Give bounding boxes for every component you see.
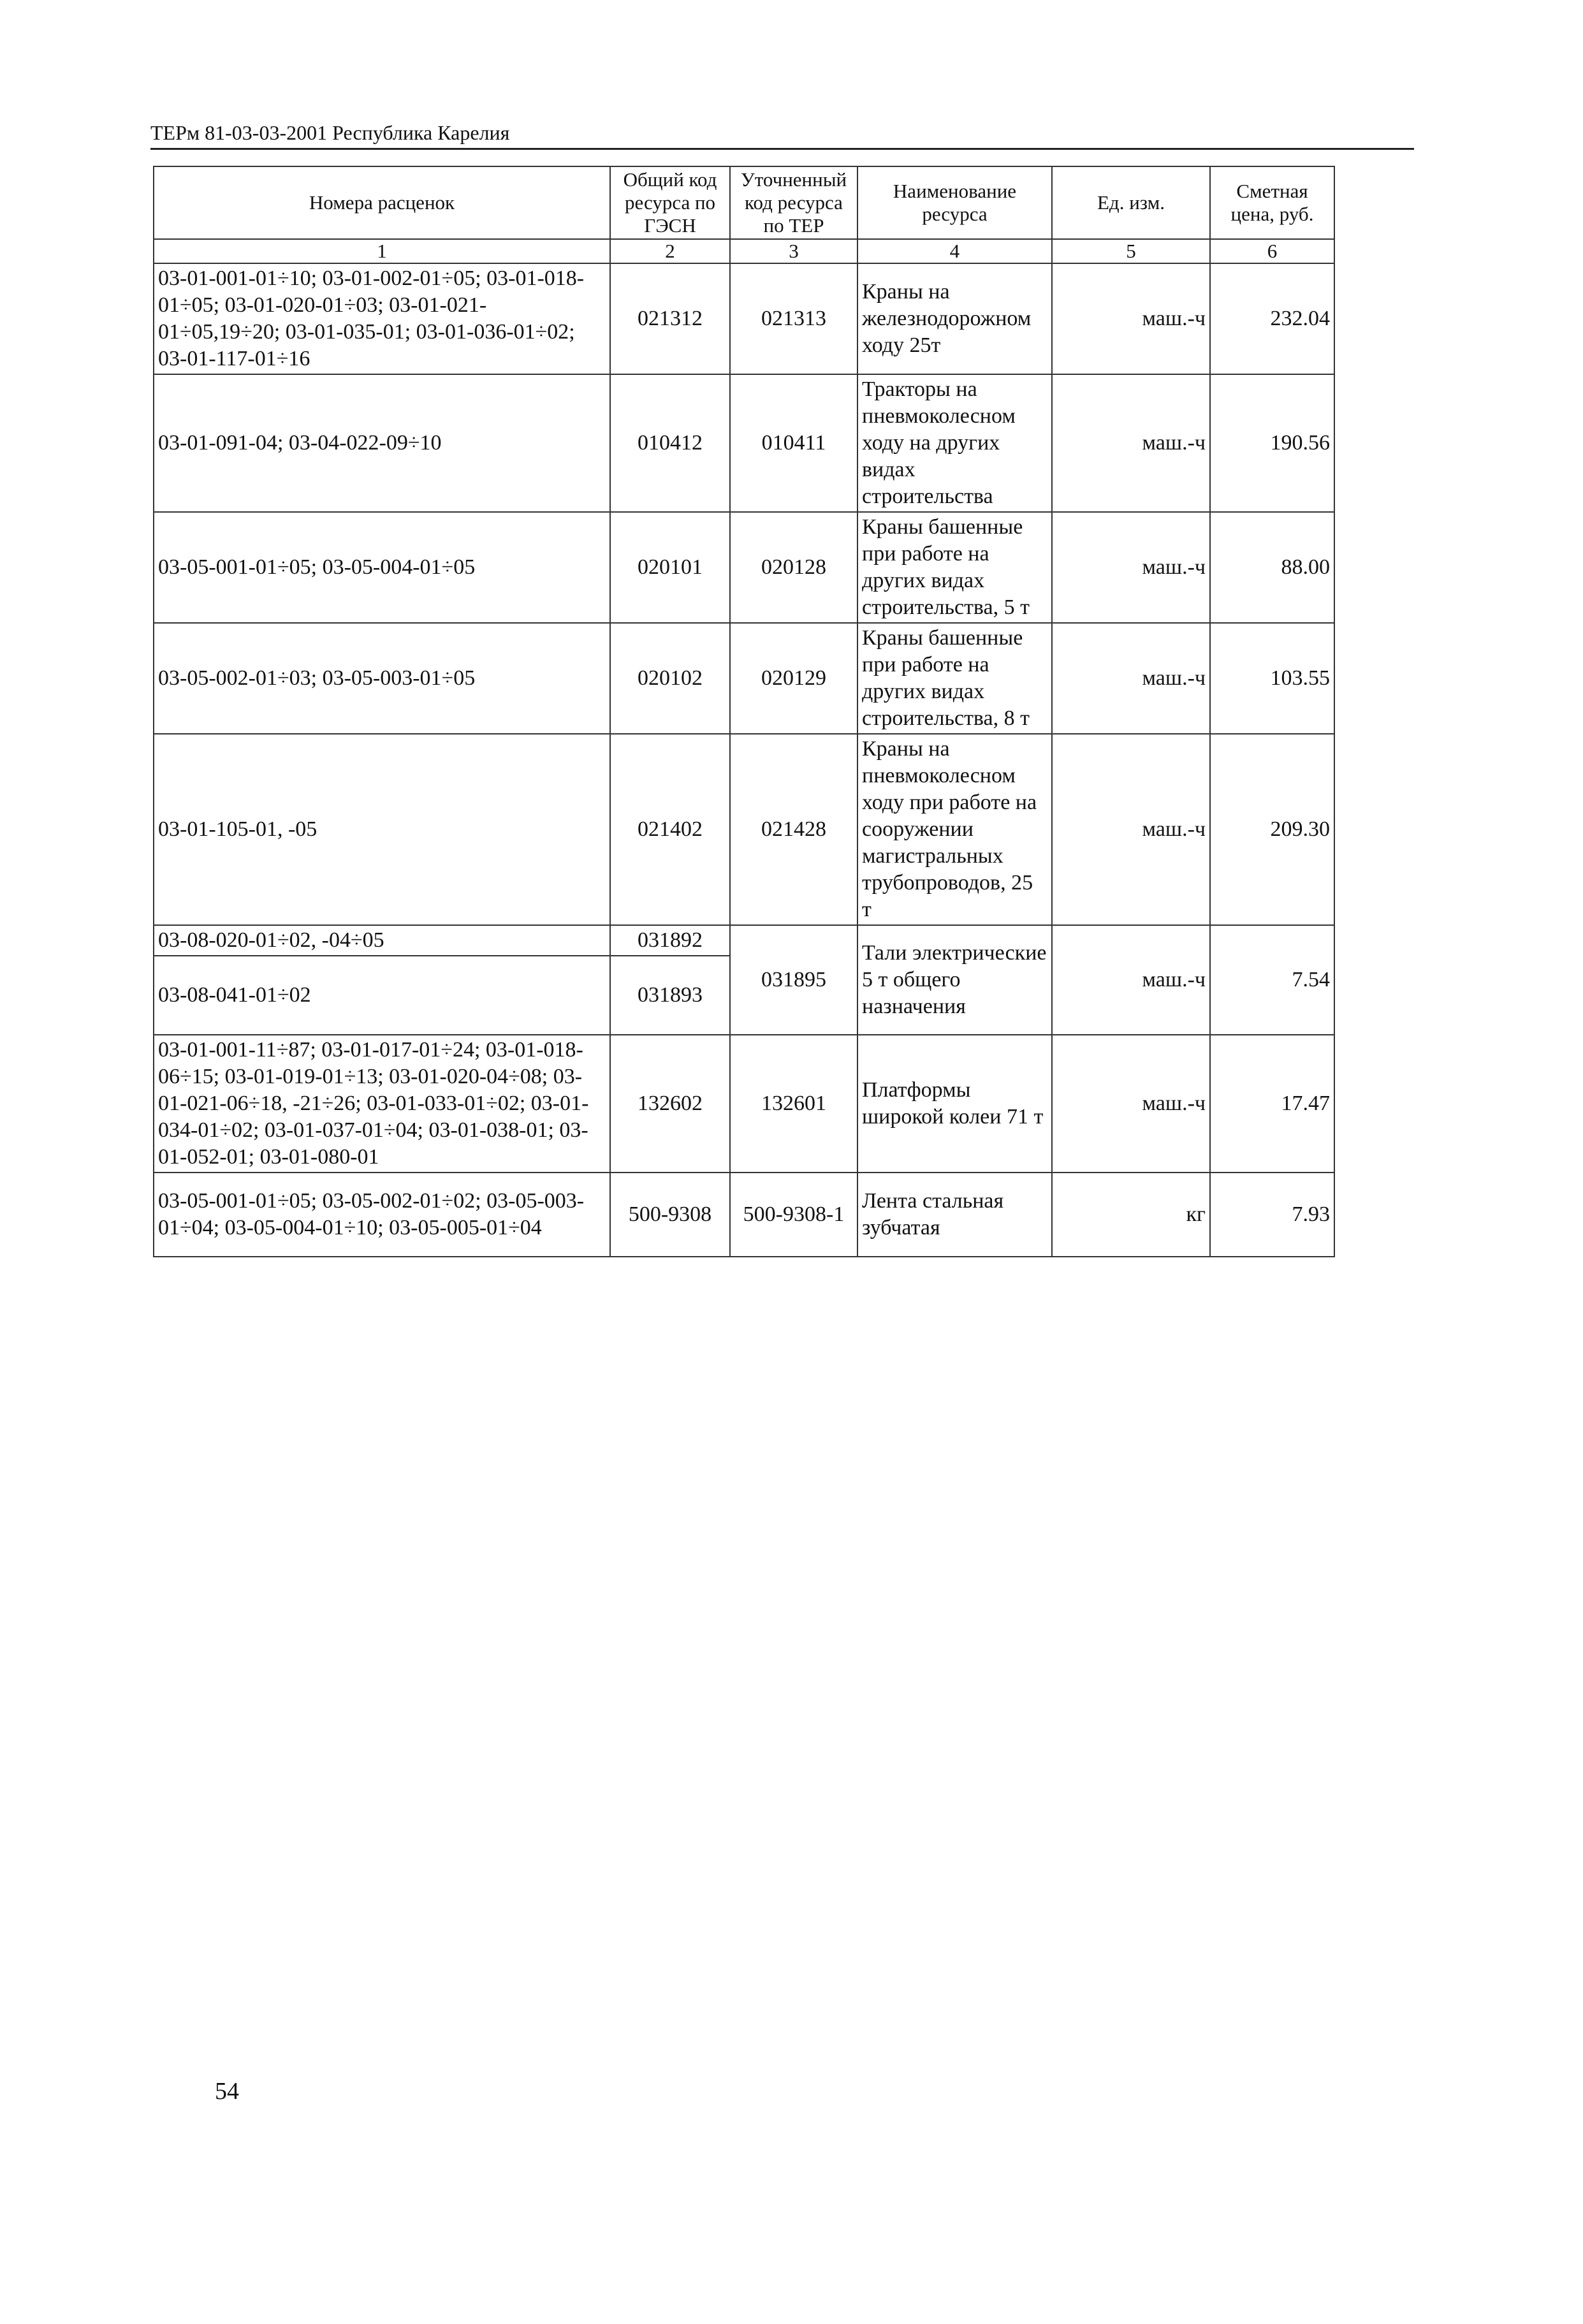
column-number: 2 [610,239,730,263]
resource-name: Краны башенные при работе на других видах строительства, 5 т [857,512,1052,623]
ter-code: 010411 [730,374,857,512]
resource-name: Тракторы на пневмоколесном ходу на других видах строительства [857,374,1052,512]
resource-price-table [153,166,1335,1257]
table-row [154,623,1334,734]
rate-codes: 03-05-002-01÷03; 03-05-003-01÷05 [154,623,610,734]
table-row [154,263,1334,374]
price-value: 17.47 [1210,1035,1334,1173]
ter-code: 031895 [730,925,857,1035]
unit-value: маш.-ч [1052,374,1210,512]
header-unit: Ед. изм. [1052,166,1210,239]
unit-value: маш.-ч [1052,925,1210,1035]
table-row [154,1173,1334,1257]
rate-codes: 03-01-001-01÷10; 03-01-002-01÷05; 03-01-018-01÷05; 03-01-020-01÷03; 03-01-021-01÷05,19÷20; 03-01-035-01; 03-01-036-01÷02; 03-01-117-01÷16 [154,263,610,374]
header-rate-numbers: Номера расценок [154,166,610,239]
column-number: 5 [1052,239,1210,263]
price-value: 88.00 [1210,512,1334,623]
table-row [154,1035,1334,1173]
column-number: 1 [154,239,610,263]
header-resource-name: Наименование ресурса [857,166,1052,239]
ter-code: 020128 [730,512,857,623]
price-value: 7.93 [1210,1173,1334,1257]
rate-codes: 03-01-001-11÷87; 03-01-017-01÷24; 03-01-018-06÷15; 03-01-019-01÷13; 03-01-020-04÷08; 03-01-021-06÷18, -21÷26; 03-01-033-01÷02; 03-01-034-01÷02; 03-01-037-01÷04; 03-01-038-01; 03-01-052-01; 03-01-080-01 [154,1035,610,1173]
resource-name: Краны на железнодорожном ходу 25т [857,263,1052,374]
resource-name: Платформы широкой колеи 71 т [857,1035,1052,1173]
gesn-code: 020102 [610,623,730,734]
rate-codes: 03-05-001-01÷05; 03-05-002-01÷02; 03-05-003-01÷04; 03-05-004-01÷10; 03-05-005-01÷04 [154,1173,610,1257]
table-row [154,512,1334,623]
gesn-code: 020101 [610,512,730,623]
column-number: 6 [1210,239,1334,263]
table-row [154,374,1334,512]
rate-codes: 03-01-091-04; 03-04-022-09÷10 [154,374,610,512]
header-common-code: Общий код ресурса по ГЭСН [610,166,730,239]
rate-codes: 03-01-105-01, -05 [154,734,610,925]
header-row [154,166,1334,239]
table-header [154,166,1334,263]
header-price: Сметная цена, руб. [1210,166,1334,239]
ter-code: 021313 [730,263,857,374]
gesn-code: 031892 [610,925,730,956]
gesn-code: 031893 [610,956,730,1035]
price-value: 209.30 [1210,734,1334,925]
unit-value: кг [1052,1173,1210,1257]
gesn-code: 021312 [610,263,730,374]
column-number: 3 [730,239,857,263]
resource-name: Краны на пневмоколесном ходу при работе на сооружении магистральных трубопроводов, 25 т [857,734,1052,925]
header-refined-code: Уточненный код ресурса по ТЕР [730,166,857,239]
gesn-code: 021402 [610,734,730,925]
price-value: 7.54 [1210,925,1334,1035]
rate-codes: 03-08-020-01÷02, -04÷05 [154,925,610,956]
unit-value: маш.-ч [1052,734,1210,925]
ter-code: 132601 [730,1035,857,1173]
unit-value: маш.-ч [1052,512,1210,623]
table-row [154,734,1334,925]
price-value: 103.55 [1210,623,1334,734]
table-body [154,263,1334,1257]
page-number: 54 [215,2078,239,2105]
price-value: 232.04 [1210,263,1334,374]
unit-value: маш.-ч [1052,623,1210,734]
rate-codes: 03-08-041-01÷02 [154,956,610,1035]
ter-code: 021428 [730,734,857,925]
gesn-code: 010412 [610,374,730,512]
column-number-row [154,239,1334,263]
header-rule [150,148,1414,150]
column-number: 4 [857,239,1052,263]
gesn-code: 500-9308 [610,1173,730,1257]
page-header-title: ТЕРм 81-03-03-2001 Республика Карелия [150,121,510,144]
price-value: 190.56 [1210,374,1334,512]
ter-code: 020129 [730,623,857,734]
resource-name: Лента стальная зубчатая [857,1173,1052,1257]
resource-name: Краны башенные при работе на других видах строительства, 8 т [857,623,1052,734]
rate-codes: 03-05-001-01÷05; 03-05-004-01÷05 [154,512,610,623]
ter-code: 500-9308-1 [730,1173,857,1257]
unit-value: маш.-ч [1052,263,1210,374]
resource-name: Тали электрические 5 т общего назначения [857,925,1052,1035]
gesn-code: 132602 [610,1035,730,1173]
table-row [154,925,1334,956]
unit-value: маш.-ч [1052,1035,1210,1173]
